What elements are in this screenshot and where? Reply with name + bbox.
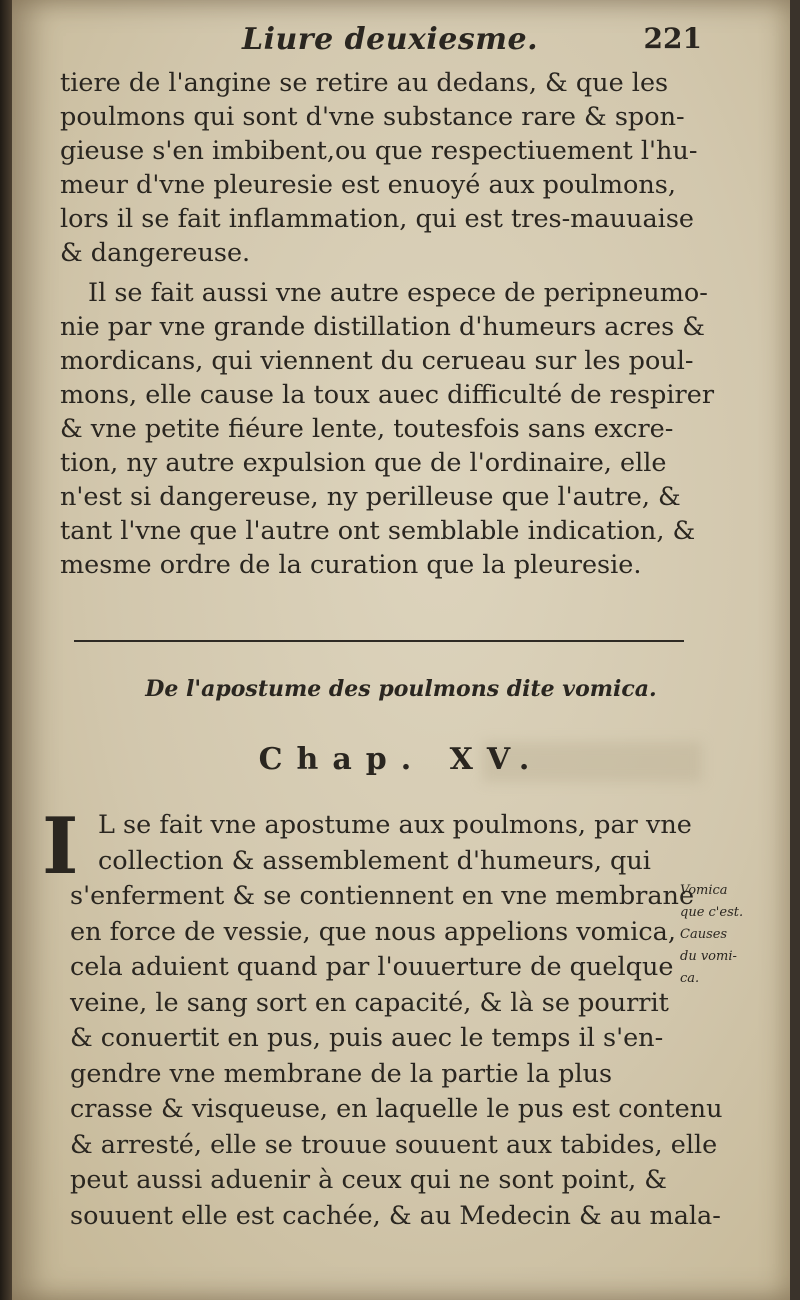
book-page — [12, 0, 790, 1300]
text-line: peut aussi aduenir à ceux qui ne sont point, & — [70, 1165, 668, 1195]
text-line: en force de vessie, que nous appelions vomica, — [70, 916, 676, 947]
paragraph-peripneumonie — [60, 276, 715, 582]
running-title: Liure deuxiesme. — [242, 22, 539, 57]
margin-note-line: ca. — [680, 971, 700, 986]
text-line: cela aduient quand par l'ouuerture de quelque — [70, 952, 674, 982]
text-line: s'enferment & se contiennent en vne membrane — [70, 881, 695, 911]
book-gutter — [0, 0, 12, 1300]
running-head — [242, 22, 702, 62]
text-line: souuent elle est cachée, & au Medecin & au mala- — [70, 1200, 721, 1231]
text-line: collection & assemblement d'humeurs, qui — [98, 845, 651, 876]
text-line: crasse & visqueuse, en laquelle le pus est contenu — [70, 1094, 723, 1124]
text-line: Il se fait aussi vne autre espece de peripneumo- — [88, 278, 708, 308]
text-line: mordicans, qui viennent du cerueau sur les poul- — [60, 346, 694, 376]
text-line: lors il se fait inflammation, qui est tres-mauuaise — [60, 204, 695, 234]
text-line: nie par vne grande distillation d'humeurs acres & — [60, 312, 705, 342]
chapter-heading: De l'apostume des poulmons dite vomica. — [145, 676, 657, 702]
page-number: 221 — [643, 22, 702, 55]
text-line: n'est si dangereuse, ny perilleuse que l'autre, & — [60, 482, 681, 512]
text-line: tion, ny autre expulsion que de l'ordinaire, elle — [60, 448, 667, 478]
section-divider — [74, 640, 684, 642]
text-line: & conuertit en pus, puis auec le temps il s'en- — [70, 1023, 664, 1053]
text-line: mons, elle cause la toux auec difficulté de respirer — [60, 380, 715, 410]
text-line: mesme ordre de la curation que la pleuresie. — [60, 550, 642, 580]
text-line: veine, le sang sort en capacité, & là se pourrit — [70, 987, 669, 1018]
text-line: & vne petite fiéure lente, toutesfois sans excre- — [60, 414, 674, 444]
text-line: & arresté, elle se trouue souuent aux tabides, elle — [70, 1129, 718, 1160]
chapter-number: Chap. XV. — [258, 742, 544, 777]
margin-note-line: du vomi- — [680, 949, 737, 964]
margin-note-line: Vomica — [680, 883, 728, 898]
text-line: gendre vne membrane de la partie la plus — [70, 1058, 613, 1089]
drop-cap: I — [42, 801, 79, 892]
text-line: & dangereuse. — [60, 238, 251, 268]
text-line: gieuse s'en imbibent,ou que respectiuement l'hu- — [60, 136, 698, 166]
text-line: poulmons qui sont d'vne substance rare & spon- — [60, 102, 685, 132]
text-line: L se fait vne apostume aux poulmons, par vne — [98, 810, 692, 840]
text-line: tiere de l'angine se retire au dedans, & que les — [60, 68, 669, 98]
margin-note — [680, 880, 790, 990]
text-line: meur d'vne pleuresie est enuoyé aux poulmons, — [60, 170, 676, 200]
margin-note-line: que c'est. — [680, 905, 744, 920]
text-line: tant l'vne que l'autre ont semblable indication, & — [60, 516, 696, 546]
margin-note-line: Causes — [680, 927, 728, 942]
paragraph-continued — [60, 66, 700, 270]
